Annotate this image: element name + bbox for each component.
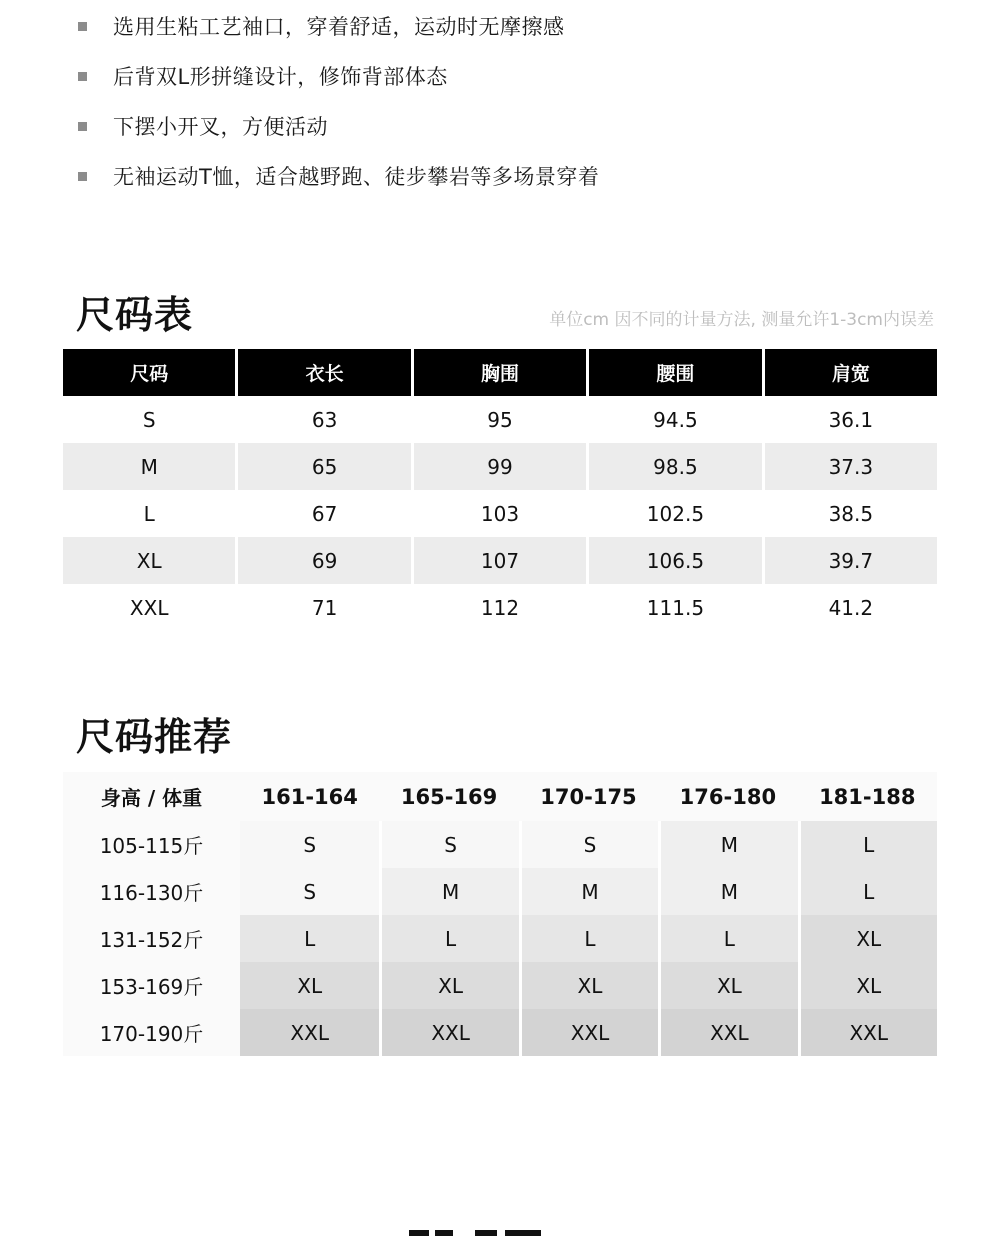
recommended-size-cell: L — [240, 915, 379, 962]
recommendation-header-row — [63, 772, 937, 821]
bullet-square-icon — [78, 172, 87, 181]
table-cell: 37.3 — [765, 443, 937, 490]
table-cell: L — [143, 501, 155, 526]
table-cell: 106.5 — [589, 537, 761, 584]
recommendation-row — [63, 821, 937, 868]
recommendation-row — [63, 868, 937, 915]
bullet-square-icon — [78, 22, 87, 31]
table-cell: 99 — [414, 443, 586, 490]
table-row — [63, 396, 937, 443]
size-chart-note: 单位cm 因不同的计量方法, 测量允许1-3cm内误差 — [549, 310, 934, 330]
recommended-size-cell: XL — [661, 962, 797, 1009]
recommended-size-cell: XXL — [522, 1009, 658, 1056]
recommended-size-cell: S — [240, 868, 379, 915]
table-cell: 102.5 — [646, 501, 705, 526]
feature-text: 无袖运动T恤，适合越野跑、徒步攀岩等多场景穿着 — [113, 165, 600, 189]
table-cell: 98.5 — [589, 443, 761, 490]
table-cell: 94.5 — [653, 407, 698, 432]
table-cell: XL — [63, 537, 235, 584]
bullet-square-icon — [78, 72, 87, 81]
feature-text: 下摆小开叉，方便活动 — [113, 115, 328, 139]
recommended-size-cell: XL — [801, 962, 937, 1009]
recommended-size-cell: XXL — [661, 1009, 797, 1056]
bullet-square-icon — [78, 122, 87, 131]
table-cell: 41.2 — [828, 595, 874, 620]
feature-text: 选用生粘工艺袖口，穿着舒适，运动时无摩擦感 — [113, 15, 565, 39]
table-cell: 65 — [238, 443, 410, 490]
table-cell: M — [63, 443, 235, 490]
recommendation-row — [63, 1009, 937, 1056]
size-chart-header-row — [63, 349, 937, 396]
recommended-size-cell: XXL — [382, 1009, 518, 1056]
feature-item — [78, 61, 448, 91]
size-chart-header-cell: 衣长 — [238, 349, 410, 396]
table-cell: 111.5 — [646, 595, 705, 620]
recommended-size-cell: XXL — [801, 1009, 937, 1056]
table-cell: 67 — [311, 501, 338, 526]
table-row — [63, 584, 937, 631]
table-cell: 112 — [480, 595, 520, 620]
height-range-header: 161-164 — [240, 772, 379, 821]
recommended-size-cell: S — [522, 821, 658, 868]
recommendation-row — [63, 915, 937, 962]
recommended-size-cell: L — [801, 821, 937, 868]
feature-text: 后背双L形拼缝设计，修饰背部体态 — [113, 65, 448, 89]
size-chart-title: 尺码表 — [76, 293, 194, 337]
table-cell: XXL — [129, 595, 169, 620]
weight-range-label: 105-115斤 — [63, 821, 240, 868]
recommended-size-cell: L — [661, 915, 797, 962]
table-cell: 36.1 — [828, 407, 874, 432]
table-cell: 69 — [238, 537, 410, 584]
recommended-size-cell: M — [661, 868, 797, 915]
feature-item — [78, 11, 565, 41]
size-recommendation-title: 尺码推荐 — [76, 715, 233, 759]
size-chart-table — [63, 349, 937, 631]
recommended-size-cell: XL — [240, 962, 379, 1009]
next-section-heading-partial — [405, 1230, 545, 1236]
recommended-size-cell: M — [382, 868, 518, 915]
weight-range-label: 170-190斤 — [63, 1009, 240, 1056]
recommended-size-cell: XL — [801, 915, 937, 962]
table-cell: 38.5 — [828, 501, 874, 526]
recommended-size-cell: M — [661, 821, 797, 868]
size-chart-header-cell: 尺码 — [63, 349, 235, 396]
table-row — [63, 443, 937, 490]
height-range-header: 181-188 — [798, 772, 937, 821]
height-range-header: 170-175 — [519, 772, 658, 821]
feature-item — [78, 161, 599, 191]
size-chart-header-cell: 腰围 — [589, 349, 761, 396]
recommendation-corner-label: 身高 / 体重 — [63, 772, 240, 821]
size-chart-header-cell: 肩宽 — [765, 349, 937, 396]
recommended-size-cell: XXL — [240, 1009, 379, 1056]
recommended-size-cell: L — [522, 915, 658, 962]
table-row — [63, 537, 937, 584]
table-cell: 63 — [311, 407, 338, 432]
table-cell: 103 — [480, 501, 520, 526]
table-cell: 71 — [311, 595, 338, 620]
height-range-header: 165-169 — [379, 772, 518, 821]
recommended-size-cell: XL — [522, 962, 658, 1009]
table-cell: S — [142, 407, 156, 432]
table-cell: 95 — [487, 407, 513, 432]
feature-item — [78, 111, 328, 141]
size-chart-header-cell: 胸围 — [414, 349, 586, 396]
table-cell: 107 — [414, 537, 586, 584]
size-recommendation-table — [63, 772, 937, 1056]
weight-range-label: 116-130斤 — [63, 868, 240, 915]
height-range-header: 176-180 — [658, 772, 797, 821]
weight-range-label: 131-152斤 — [63, 915, 240, 962]
recommendation-row — [63, 962, 937, 1009]
weight-range-label: 153-169斤 — [63, 962, 240, 1009]
recommended-size-cell: L — [382, 915, 518, 962]
table-cell: 39.7 — [765, 537, 937, 584]
recommended-size-cell: S — [382, 821, 518, 868]
recommended-size-cell: XL — [382, 962, 518, 1009]
recommended-size-cell: L — [801, 868, 937, 915]
table-row — [63, 490, 937, 537]
recommended-size-cell: S — [240, 821, 379, 868]
recommended-size-cell: M — [522, 868, 658, 915]
